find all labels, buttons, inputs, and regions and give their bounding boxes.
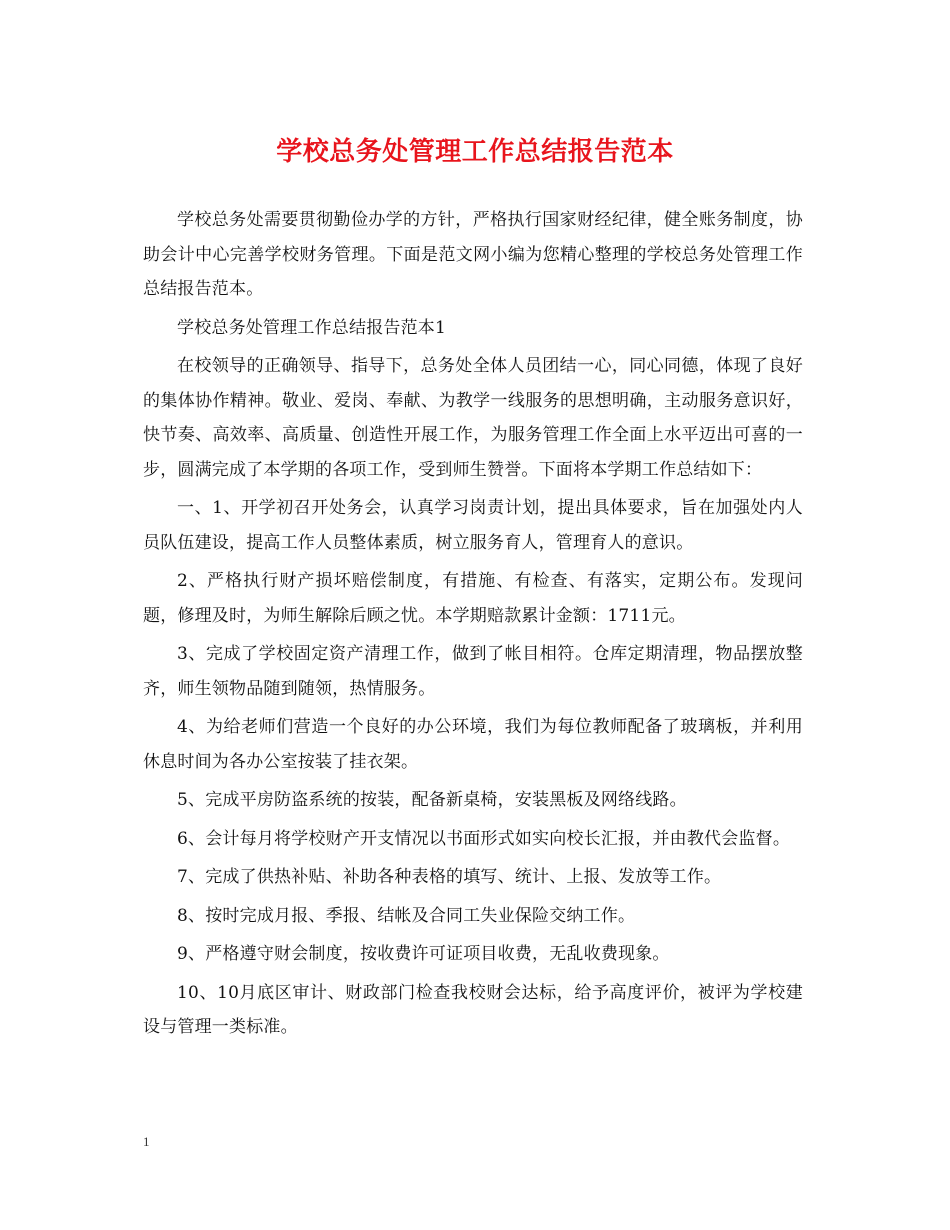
list-item: 4、为给老师们营造一个良好的办公环境，我们为每位教师配备了玻璃板，并利用休息时间为各办公室按装了挂衣架。 bbox=[143, 717, 803, 772]
list-item: 6、会计每月将学校财产开支情况以书面形式如实向校长汇报，并由教代会监督。 bbox=[177, 828, 791, 849]
list-item: 2、严格执行财产损坏赔偿制度，有措施、有检查、有落实，定期公布。发现问题，修理及时，为师生解除后顾之忧。本学期赔款累计金额：1711元。 bbox=[143, 571, 803, 626]
page-number: 1 bbox=[143, 1134, 150, 1149]
list-item: 10、10月底区审计、财政部门检查我校财会达标，给予高度评价，被评为学校建设与管理一类标准。 bbox=[143, 982, 803, 1037]
section-heading: 学校总务处管理工作总结报告范本1 bbox=[177, 317, 447, 338]
document-title: 学校总务处管理工作总结报告范本 bbox=[276, 137, 674, 167]
list-item: 7、完成了供热补贴、补助各种表格的填写、统计、上报、发放等工作。 bbox=[177, 867, 722, 887]
list-item: 一、1、开学初召开处务会，认真学习岗责计划，提出具体要求，旨在加强处内人员队伍建设，提高工作人员整体素质，树立服务育人，管理育人的意识。 bbox=[143, 498, 803, 553]
list-item: 9、严格遵守财会制度，按收费许可证项目收费，无乱收费现象。 bbox=[177, 944, 670, 964]
list-item: 8、按时完成月报、季报、结帐及合同工失业保险交纳工作。 bbox=[177, 905, 636, 926]
intro-paragraph: 学校总务处需要贯彻勤俭办学的方针，严格执行国家财经纪律，健全账务制度，协助会计中心完善学校财务管理。下面是范文网小编为您精心整理的学校总务处管理工作总结报告范本。 bbox=[143, 210, 803, 299]
list-item: 3、完成了学校固定资产清理工作，做到了帐目相符。仓库定期清理，物品摆放整齐，师生领物品随到随领，热情服务。 bbox=[143, 644, 803, 699]
document-body bbox=[143, 203, 803, 1049]
body-paragraph: 在校领导的正确领导、指导下，总务处全体人员团结一心，同心同德，体现了良好的集体协作精神。敬业、爱岗、奉献、为教学一线服务的思想明确，主动服务意识好，快节奏、高效率、高质量、创造性开展工作，为服务管理工作全面上水平迈出可喜的一步，圆满完成了本学期的各项工作，受到师生赞誉。下面将本学期工作总结如下： bbox=[143, 356, 803, 480]
list-item: 5、完成平房防盗系统的按装，配备新桌椅，安装黑板及网络线路。 bbox=[177, 790, 687, 810]
